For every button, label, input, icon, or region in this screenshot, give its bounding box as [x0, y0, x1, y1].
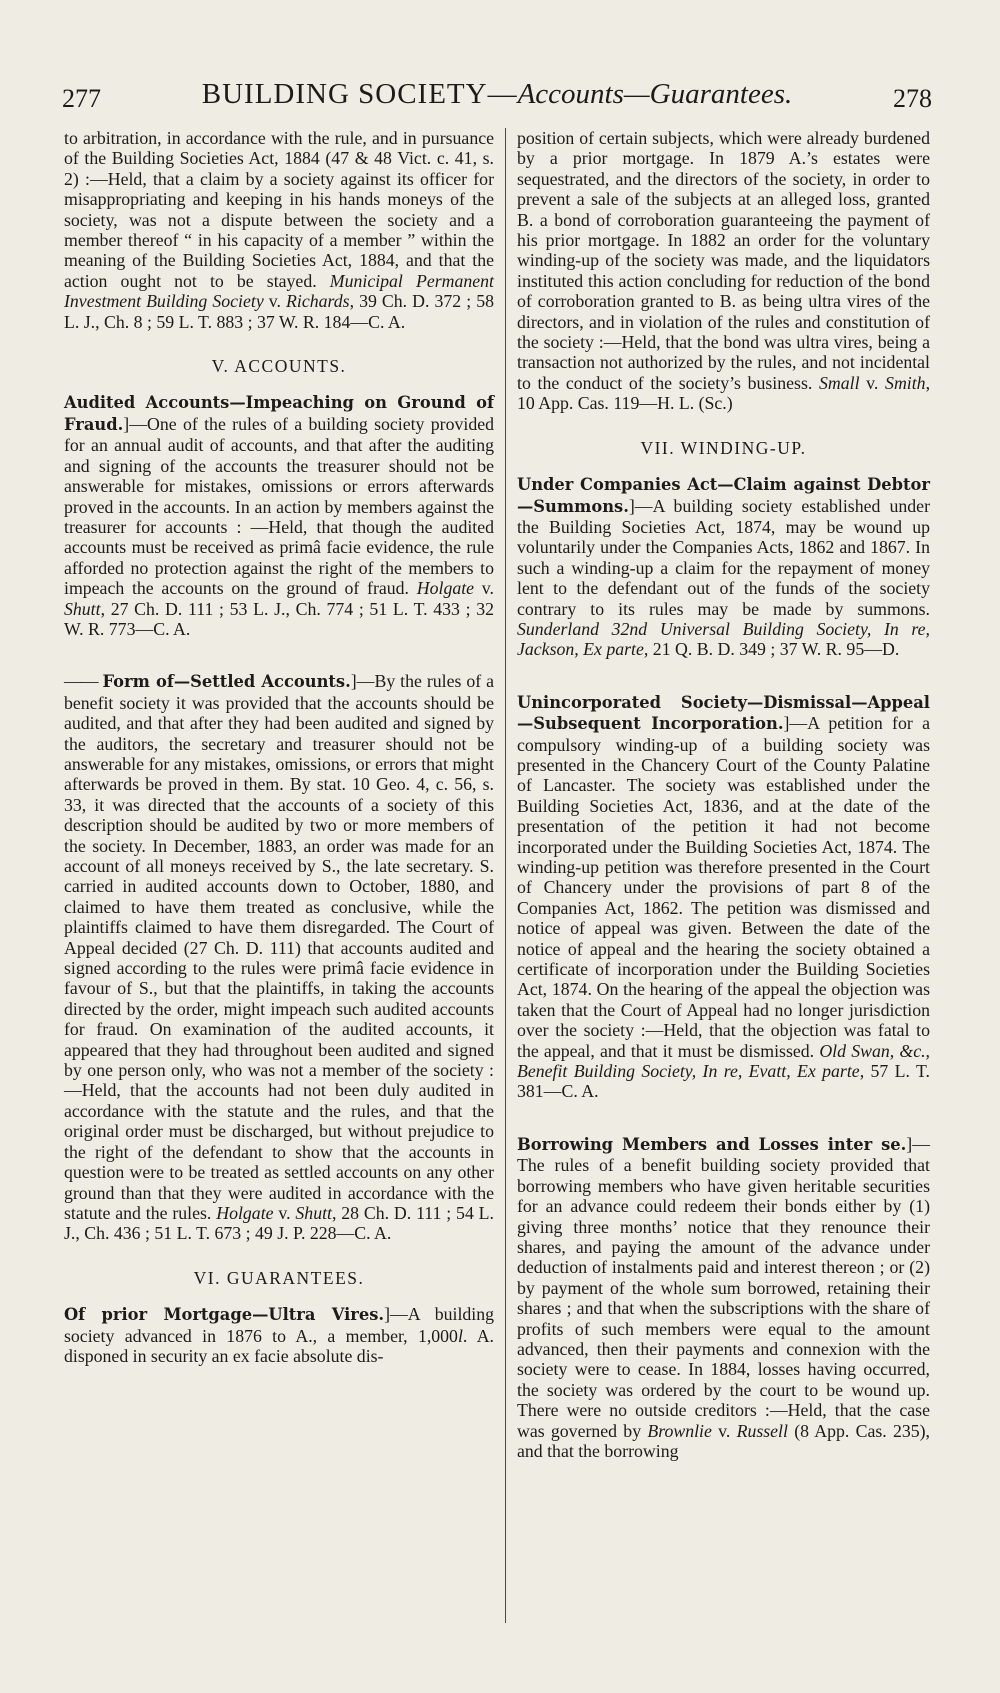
citation: , 28 Ch. D. 111 ; 54 L. J., Ch. 436 ; 51 L. T. 673 ; 49 J. P. 228—C. A. — [64, 1202, 494, 1244]
paragraph-text: position of certain subjects, which were already burdened by a prior mortgage. In 1879 A.’s estates were sequestrated, and the directors of the society, in order to prevent a sale of the subjects at an alleged loss, granted B. a bond of corroboration guaranteeing the payment of his prior mortgage. In 1882 an order for the voluntary winding-up of the society was made, and the liquidators instituted this action concluding for reduction of the bond of corroboration granted to B. as being ultra vires of the directors, and in violation of the rules and constitution of the society :—Held, that the bond was ultra vires, being a transaction not authorized by the rules, and not incidental to the conduct of the society’s business. — [517, 128, 930, 393]
case-versus: v. — [859, 372, 886, 393]
paragraph — [64, 1304, 494, 1366]
case-name: Russell — [736, 1420, 788, 1441]
entry-heading: Borrowing Members and Losses inter se. — [517, 1134, 907, 1154]
paragraph-text: ]—A building society advanced in 1876 to A., a member, 1,000 — [64, 1304, 495, 1346]
paragraph — [64, 128, 494, 332]
paragraph-text: ]—One of the rules of a building society provided for an annual audit of accounts, and that after the auditing and signing of the accounts the treasurer should not be answerable for mistakes, omissions or errors afterwards proved in the accounts. In an action by members against the treasurer for accounts : —Held, that though the audited accounts must be received as primâ facie evidence, the rule afforded no protection against the right of the members to impeach the accounts on the ground of fraud. — [64, 413, 494, 599]
citation: , 10 App. Cas. 119—H. L. (Sc.) — [517, 372, 931, 414]
section-heading: VI. GUARANTEES. — [193, 1267, 365, 1288]
paragraph-text: ]—By the rules of a benefit society it was provided that the accounts should be audited, and that after they had been audited and signed by the auditors, the secretary and treasurer should not be answerable for any mistakes, omissions, or errors that might afterwards be proved in them. By stat. 10 Geo. 4, c. 56, s. 33, it was directed that the accounts of a society of this description should be audited by two or more members of the society. In December, 1883, an order was made for an account of all moneys received by S., the late secretary. S. carried in audited accounts down to October, 1880, and claimed to have them treated as conclusive, while the plaintiffs claimed to have them disregarded. The Court of Appeal decided (27 Ch. D. 111) that accounts audited and signed according to the rules were primâ facie evidence in favour of S., but that the plaintiffs, in taking the accounts directed by the order, might impeach such audited accounts for fraud. On examination of the audited accounts, it appeared that they had throughout been audited and signed by one person only, who was not a member of the society : —Held, that the accounts had not been duly audited in accordance with the statute and the rules, and that the original order must be discharged, but without prejudice to the right of the defendant to show that the accounts in question were to be treated as settled accounts on any other ground than that they were audited in accordance with the statute and the rules. — [64, 671, 494, 1223]
pound-symbol: l — [457, 1325, 463, 1346]
citation: , 21 Q. B. D. 349 ; 37 W. R. 95—D. — [643, 639, 900, 660]
paragraph-text: . A. disponed in security an ex facie absolute dis- — [64, 1325, 494, 1366]
case-versus: v. — [273, 1202, 296, 1223]
paragraph-text: ]—A petition for a compulsory winding-up of a building society was presented in the Chancery Court of the County Palatine of Lancaster. The society was established under the Building Societies Act, 1836, and at the date of the presentation of the petition it had not become incorporated under the Building Societies Act, 1874. The winding-up petition was therefore presented in the Court of Chancery under the provisions of part 8 of the Companies Act, 1862. The petition was dismissed and notice of appeal was given. Between the date of the notice of appeal and the hearing the society obtained a certificate of incorporation under the Building Societies Act, 1874. On the hearing of the appeal the objection was taken that the Court of Appeal had no longer jurisdiction over the society :—Held, that the objection was fatal to the appeal, and that it must be dismissed. — [517, 713, 930, 1061]
paragraph — [64, 671, 494, 1243]
paragraph — [517, 474, 930, 660]
entry-heading: Under Companies Act—Claim against Debtor—Summons. — [517, 475, 930, 516]
case-name: Municipal Permanent Investment Building Society — [64, 270, 494, 312]
case-name: Smith — [885, 372, 926, 393]
case-name: Old Swan, &c., Benefit Building Society, In re, Evatt, Ex parte — [517, 1040, 931, 1082]
case-name: Brownlie — [647, 1420, 712, 1441]
case-name: Sunderland 32nd Universal Building Society, In re, Jackson, Ex parte — [517, 618, 930, 660]
section-heading: VII. WINDING-UP. — [640, 437, 807, 458]
paragraph-text: ]—A building society established under the Building Societies Act, 1874, may be wound up voluntarily under the Companies Acts, 1862 and 1867. In such a winding-up a claim for the repayment of money lent to the defendant out of the funds of the society contrary to its rules may be made by summons. — [517, 495, 930, 619]
citation: (8 App. Cas. 235), and that the borrowing — [517, 1420, 930, 1461]
paragraph — [517, 128, 930, 414]
running-title — [62, 78, 932, 111]
page-number-left: 277 — [62, 84, 101, 113]
paragraph — [517, 692, 930, 1102]
citation: , 57 L. T. 381—C. A. — [517, 1061, 931, 1102]
paragraph — [517, 1134, 930, 1462]
ditto-dash: —— — [64, 671, 98, 692]
case-name: Small — [819, 372, 860, 393]
case-name: Shutt — [64, 598, 101, 619]
right-column — [517, 128, 930, 1461]
paragraph-text: to arbitration, in accordance with the rule, and in pursuance of the Building Societies Act, 1884 (47 & 48 Vict. c. 41, s. 2) :—Held, that a claim by a society against its officer for misappropriating and keeping in his hands moneys of the society, was not a dispute between the society and a member thereof “ in his capacity of a member ” within the meaning of the Building Societies Act, 1884, and that the action ought not to be stayed. — [64, 128, 494, 291]
case-versus: v. — [474, 578, 494, 599]
page-header — [62, 78, 932, 118]
case-name: Shutt — [295, 1202, 332, 1223]
column-divider — [505, 128, 506, 1623]
case-versus: v. — [263, 291, 287, 312]
running-title-main: BUILDING SOCIETY— — [201, 78, 518, 110]
case-versus: v. — [711, 1420, 737, 1441]
case-name: Holgate — [416, 578, 475, 599]
citation: , 39 Ch. D. 372 ; 58 L. J., Ch. 8 ; 59 L. T. 883 ; 37 W. R. 184—C. A. — [64, 291, 494, 332]
running-title-italic: Accounts—Guarantees. — [517, 78, 793, 110]
case-name: Richards — [286, 291, 350, 312]
paragraph-text: ]—The rules of a benefit building society provided that borrowing members who have given heritable securities for an advance could redeem their bonds either by (1) giving three months’ notice that they renounce their shares, and paying the amount of the advance under deduction of instalments paid and interest thereon ; or (2) by payment of the whole sum borrowed, retaining their shares ; and that when the subscriptions with the share of profits of such members were equal to the amount advanced, then their payments and connexion with the society were to cease. In 1884, losses having occurred, the society was ordered by the court to be wound up. There were no outside creditors :—Held, that the case was governed by — [517, 1133, 930, 1441]
left-column — [64, 128, 494, 1366]
case-name: Holgate — [216, 1202, 274, 1223]
entry-heading: Unincorporated Society—Dismissal—Appeal—Subsequent Incorporation. — [517, 692, 930, 734]
entry-heading: Audited Accounts—Impeaching on Ground of Fraud. — [64, 393, 494, 434]
page-number-right: 278 — [893, 84, 932, 113]
citation: , 27 Ch. D. 111 ; 53 L. J., Ch. 774 ; 51 L. T. 433 ; 32 W. R. 773—C. A. — [64, 598, 494, 639]
entry-heading: Form of—Settled Accounts. — [102, 672, 351, 692]
section-heading: V. ACCOUNTS. — [211, 356, 347, 377]
entry-heading: Of prior Mortgage—Ultra Vires. — [64, 1305, 385, 1325]
paragraph — [64, 392, 494, 639]
